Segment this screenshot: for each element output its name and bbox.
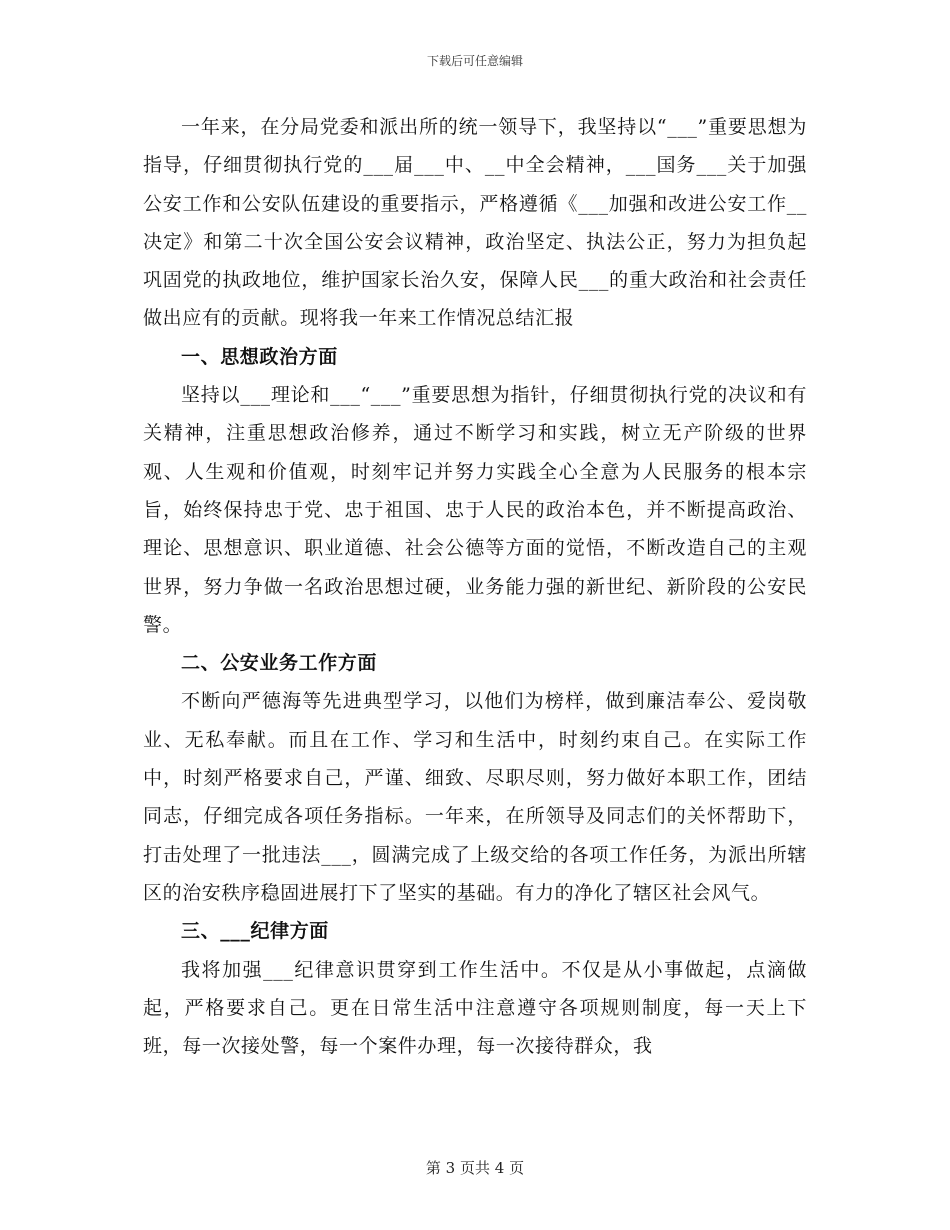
section-paragraph-2: 不断向严德海等先进典型学习，以他们为榜样，做到廉洁奉公、爱岗敬业、无私奉献。而且在工作、学习和生活中，时刻约束自己。在实际工作中，时刻严格要求自己，严谨、细致、尽职尽则，努力做好本职工作，团结同志，仔细完成各项任务指标。一年来，在所领导及同志们的关怀帮助下，打击处理了一批违法___，圆满完成了上级交给的各项工作任务，为派出所辖区的治安秩序稳固进展打下了坚实的基础。有力的净化了辖区社会风气。 <box>143 690 807 904</box>
page-header: 下载后可任意编辑 <box>426 54 523 68</box>
section-heading-3: 三、___纪律方面 <box>181 920 329 943</box>
page-footer: 第 3 页共 4 页 <box>425 1159 525 1177</box>
section-heading-2: 二、公安业务工作方面 <box>181 652 378 675</box>
intro-paragraph: 一年来，在分局党委和派出所的统一领导下，我坚持以“___”重要思想为指导，仔细贯彻执行党的___届___中、__中全会精神，___国务___关于加强公安工作和公安队伍建设的重要指示，严格遵循《___加强和改进公安工作__决定》和第二十次全国公安会议精神，政治坚定、执法公正，努力为担负起巩固党的执政地位，维护国家长治久安，保障人民___的重大政治和社会责任做出应有的贡献。现将我一年来工作情况总结汇报 <box>143 116 807 330</box>
section-paragraph-1: 坚持以___理论和___“___”重要思想为指针，仔细贯彻执行党的决议和有关精神，注重思想政治修养，通过不断学习和实践，树立无产阶级的世界观、人生观和价值观，时刻牢记并努力实践全心全意为人民服务的根本宗旨，始终保持忠于党、忠于祖国、忠于人民的政治本色，并不断提高政治、理论、思想意识、职业道德、社会公德等方面的觉悟，不断改造自己的主观世界，努力争做一名政治思想过硬，业务能力强的新世纪、新阶段的公安民警。 <box>143 384 807 636</box>
section-heading-1: 一、思想政治方面 <box>181 345 338 368</box>
document-body <box>143 108 807 1065</box>
section-paragraph-3: 我将加强___纪律意识贯穿到工作生活中。不仅是从小事做起，点滴做起，严格要求自己。更在日常生活中注意遵守各项规则制度，每一天上下班，每一次接处警，每一个案件办理，每一次接待群众，我 <box>143 958 807 1058</box>
